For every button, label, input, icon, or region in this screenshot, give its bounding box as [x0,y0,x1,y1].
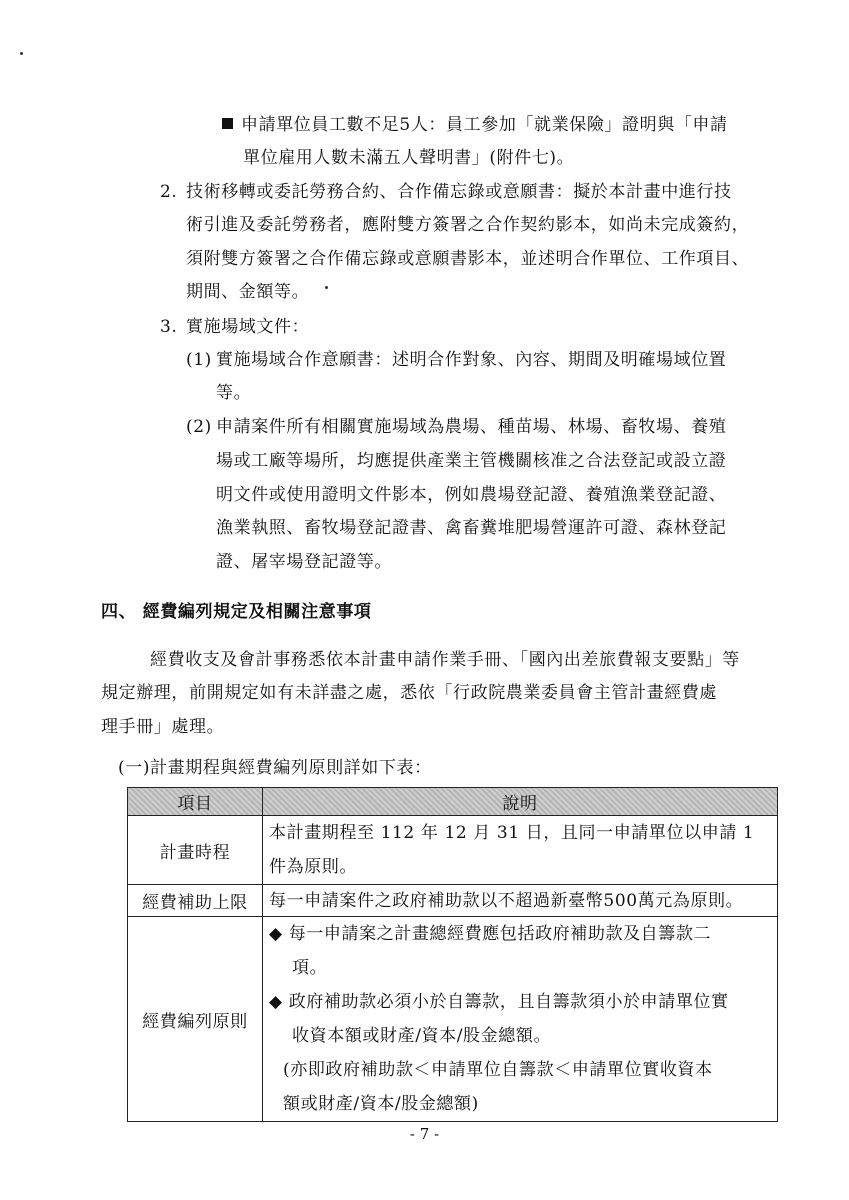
scan-speck [325,286,328,289]
funding-table [127,787,778,1122]
table-row [128,816,778,885]
row-label: 經費補助上限 [128,885,263,917]
page-number: - 7 - [409,1125,440,1143]
cell-text: 每一申請案件之政府補助款以不超過新臺幣500萬元為原則。 [269,890,744,911]
row-description [263,917,778,1122]
sub-item-text: 申請案件所有相關實施場域為農場、種苗場、林場、畜牧場、養殖 [216,417,727,437]
paragraph-line: 經費收支及會計事務悉依本計畫申請作業手冊、「國內出差旅費報支要點」等 [150,650,740,670]
table-row [128,885,778,917]
cell-text: 件為原則。 [269,857,357,877]
sub-item-text: 實施場域合作意願書：述明合作對象、內容、期間及明確場域位置 [216,350,727,370]
sub-item-number: (2) [186,417,212,437]
bullet-item-line [222,114,728,136]
cell-text: 收資本額或財產/資本/股金總額。 [292,1026,552,1046]
list-item-number: 3. [160,317,178,337]
paragraph-line: 理手冊」處理。 [101,717,225,737]
table-header-row [128,788,778,816]
sub-item-text: 等。 [216,383,252,403]
scan-speck [20,52,23,55]
list-item-text: 期間、金額等。 [186,282,310,302]
table-caption: (一)計畫期程與經費編列原則詳如下表： [118,758,432,778]
bullet-text: 每一申請案之計畫總經費應包括政府補助款及自籌款二 [288,924,712,944]
table-row [128,917,778,1122]
diamond-bullet-icon: ◆ [269,924,283,944]
header-cell-description: 說明 [263,788,778,816]
sub-item-number: (1) [186,350,212,370]
section-heading: 四、 經費編列規定及相關注意事項 [101,602,372,622]
cell-text: 項。 [292,958,328,978]
square-bullet-icon [222,118,233,129]
cell-text [269,985,771,1019]
row-label: 經費編列原則 [128,917,263,1122]
bullet-item-line: 單位雇用人數未滿五人聲明書」(附件七)。 [243,148,575,168]
sub-item-text: 場或工廠等場所，均應提供產業主管機關核准之合法登記或設立證 [216,451,727,471]
row-description [263,816,778,885]
cell-text: 本計畫期程至 112 年 12 月 31 日，且同一申請單位以申請 1 [269,823,755,843]
cell-text: (亦即政府補助款＜申請單位自籌款＜申請單位實收資本 [283,1060,713,1080]
sub-item-text: 漁業執照、畜牧場登記證書、禽畜糞堆肥場營運許可證、森林登記 [216,518,727,538]
list-item-text: 術引進及委託勞務者，應附雙方簽署之合作契約影本，如尚未完成簽約， [186,215,750,235]
bullet-text: 申請單位員工數不足5人：員工參加「就業保險」證明與「申請 [241,115,728,135]
list-item-text: 須附雙方簽署之合作備忘錄或意願書影本，並述明合作單位、工作項目、 [186,249,750,269]
cell-text: 額或財產/資本/股金總額) [283,1094,479,1114]
sub-item-text: 明文件或使用證明文件影本，例如農場登記證、養殖漁業登記證、 [216,485,727,505]
bullet-text: 政府補助款必須小於自籌款，且自籌款須小於申請單位實 [288,992,729,1012]
paragraph-line: 規定辦理，前開規定如有未詳盡之處，悉依「行政院農業委員會主管計畫經費處 [101,683,717,703]
list-item-text: 實施場域文件： [186,317,310,337]
list-item-number: 2. [160,182,178,202]
header-cell-item: 項目 [128,788,263,816]
list-item-text: 技術移轉或委託勞務合約、合作備忘錄或意願書：擬於本計畫中進行技 [186,182,732,202]
sub-item-text: 證、屠宰場登記證等。 [216,552,392,572]
cell-text [269,917,771,951]
row-description [263,885,778,917]
diamond-bullet-icon: ◆ [269,992,283,1012]
row-label: 計畫時程 [128,816,263,885]
